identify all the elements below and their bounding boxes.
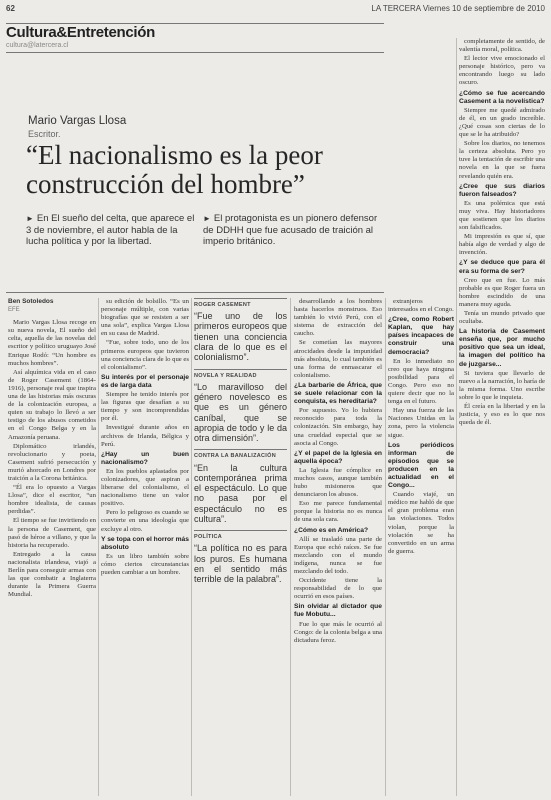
column-2 <box>101 298 189 796</box>
arrow-right-icon: ► <box>26 214 34 223</box>
interview-question: ¿Y se deduce que para él era su forma de ser? <box>459 259 545 275</box>
pull-quote-text: “Fue uno de los primeros europeos que tienen una conciencia clara de lo que es el colonialismo”. <box>194 311 287 363</box>
paragraph: Allí se trasladó una parte de Europa que echó raíces. Se fue mezclando con el mundo indígena, nunca se fue mezclando del todo. <box>294 535 382 575</box>
column-3-pull-quotes <box>194 298 287 796</box>
column-1 <box>8 298 96 796</box>
paragraph: Diplomático irlandés, revolucionario y poeta, Casement sufrió persecución y murió ahorcado en Londres por traición a la Corona británica. <box>8 442 96 482</box>
paragraph: Así alquímica vida en el caso de Roger Casement (1864-1916), personaje real que inspira una de las historias más oscuras de la colonización europea, a quien su trabajo lo llevó a ser testigo de los abusos cometidos en el Congo Belga y en la Amazonía peruana. <box>8 368 96 441</box>
paragraph: Mi impresión es que sí, que había algo de verdad y algo de invención. <box>459 233 545 257</box>
paragraph: “Él era lo opuesto a Vargas Llosa”, dice el escritor, “un hombre idealista, de causas perdidas”. <box>8 484 96 516</box>
pull-quote <box>194 530 287 584</box>
paragraph: Él creía en la libertad y en la justicia, y eso es lo que nos queda de él. <box>459 403 545 427</box>
pull-quote-label: ROGER CASEMENT <box>194 298 287 309</box>
paragraph: Entregado a la causa nacionalista irlandesa, viajó a Berlín para conseguir armas con las que combatir a Inglaterra durante la Primera Guerra Mundial. <box>8 550 96 599</box>
author-name: Mario Vargas Llosa <box>28 115 127 127</box>
paragraph: extranjeros interesados en el Congo. <box>388 298 454 314</box>
paragraph: El tiempo se fue invirtiendo en la persona de Casement, que pasó de héroe a villano, y que la historia ha recuperado. <box>8 517 96 549</box>
paragraph: Occidente tiene la responsabilidad de lo que ocurrió en esos países. <box>294 577 382 601</box>
column-5 <box>388 298 454 796</box>
interview-question: La historia de Casement enseña que, por mucho positivo que sea un ideal, la imagen del político ha de juzgarse... <box>459 328 545 368</box>
page-number: 62 <box>6 4 15 13</box>
pull-quote <box>194 449 287 524</box>
deck-right <box>203 213 383 248</box>
paragraph: Creo que en fue. Lo más probable es que Roger fuera un hombre escindido de una manera muy aguda. <box>459 276 545 308</box>
paragraph: Es un libro también sobre cómo ciertos circunstancias pueden cambiar a un hombre. <box>101 552 189 576</box>
paragraph: Hay una fuerza de las Naciones Unidas en la zona, pero la violencia sigue. <box>388 407 454 439</box>
interview-question: ¿Hay un buen nacionalismo? <box>101 450 189 466</box>
pull-quote-label: POLÍTICA <box>194 530 287 541</box>
interview-question: ¿Cree que sus diarios fueron falseados? <box>459 182 545 198</box>
paragraph: su edición de bolsillo. “Es un personaje múltiple, con varias biografías que se resisten a ser una sola”, explica Vargas Llosa en su casa de Madrid. <box>101 298 189 338</box>
interview-question: Y se topa con el horror más absoluto <box>101 535 189 551</box>
column-divider <box>385 298 386 796</box>
paragraph: En los pueblos aplastados por colonizadores, que aspiran a liberarse del colonialismo, el nacionalismo tiene un valor positivo. <box>101 467 189 508</box>
interview-question: Sin olvidar al dictador que fue Mobutu... <box>294 603 382 619</box>
interview-question: Los periódicos informan de episodios que se producen en la actualidad en el Congo... <box>388 441 454 490</box>
pull-quote-text: “En la cultura contemporánea prima el espectáculo. Lo que no pasa por el espectáculo no es cultura”. <box>194 462 287 525</box>
pull-quote-label: CONTRA LA BANALIZACIÓN <box>194 449 287 460</box>
section-title: Cultura&Entretención <box>6 24 156 41</box>
paragraph: El lector vive emocionado el personaje histórico, pero va encontrando luego su lado oscuro. <box>459 55 545 87</box>
paragraph: Por supuesto. Yo lo hubiera reconocido para toda la colonización. Sin embargo, hay una crueldad especial que se asocia al Congo. <box>294 407 382 447</box>
paragraph: Siempre he tenido interés por las figuras que desafían a su tiempo y son incomprendidas por él. <box>101 391 189 423</box>
dateline: LA TERCERA Viernes 10 de septiembre de 2010 <box>371 4 545 13</box>
paragraph: completamente de sentido, de valentía moral, política. <box>459 38 545 54</box>
paragraph: La Iglesia fue cómplice en muchos casos, aunque también hubo misioneros que denunciaron los abusos. <box>294 466 382 499</box>
pull-quote-label: NOVELA Y REALIDAD <box>194 369 287 380</box>
paragraph: Investigué durante años en archivos de Irlanda, Bélgica y Perú. <box>101 424 189 448</box>
deck-left <box>26 213 196 248</box>
column-divider <box>191 298 192 796</box>
interview-question: ¿La barbarie de África, que se suele relacionar con la conquista, es hereditaria? <box>294 381 382 406</box>
column-6 <box>459 38 545 796</box>
deck-right-text: El protagonista es un pionero defensor de DDHH que fue acusado de traición al imperio británico. <box>203 213 378 247</box>
paragraph: Fue lo que más le ocurrió al Congo: de la colonia belga a una dictadura feroz. <box>294 620 382 644</box>
section-subtitle: cultura@latercera.cl <box>6 42 69 49</box>
paragraph: Mario Vargas Llosa recoge en su nueva novela, El sueño del celta, aquella de las novelas del escritor y político uruguayo José Enrique Rodó: “Un hombre es muchos hombres”. <box>8 319 96 367</box>
body-top-rule <box>6 292 384 293</box>
interview-question: Su interés por el personaje es de larga data <box>101 373 189 389</box>
column-4 <box>294 298 382 796</box>
byline: Ben Sotoledos <box>8 298 54 305</box>
paragraph: En lo inmediato no creo que haya ninguna posibilidad para el Congo. Pero eso no quiere decir que no la tenga en el futuro. <box>388 357 454 406</box>
paragraph: Tenía un mundo privado que ocultaba. <box>459 310 545 326</box>
byline-place: EFE <box>8 307 20 314</box>
paragraph: Cuando viajé, un médico me habló de que el gran problema eran las violaciones. Todos violan, porque la violación se ha convertido en un arma de guerra. <box>388 491 454 555</box>
paragraph: Es una polémica que está muy viva. Hay historiadores que sostienen que los diarios son falsificados. <box>459 199 545 232</box>
paragraph: desarrollando a los hombres hasta hacerlos monstruos. Eso también lo vivió Perú, con el sistema de extracción del caucho. <box>294 298 382 338</box>
paragraph: Eso me parece fundamental porque la historia no es nunca de una sola cara. <box>294 500 382 524</box>
interview-question: ¿Y el papel de la Iglesia en aquella época? <box>294 449 382 465</box>
author-role: Escritor. <box>28 129 61 139</box>
interview-question: ¿Cómo se fue acercando Casement a la novelística? <box>459 89 545 105</box>
paragraph: Siempre me quedé admirado de él, en un grado increíble. ¿Qué cosas son ciertas de lo que se le ha atribuido? <box>459 106 545 139</box>
paragraph: Pero lo peligroso es cuando se convierte en una ideología que excluye al otro. <box>101 509 189 533</box>
page-header <box>6 4 545 16</box>
paragraph: Sobre los diarios, no tenemos la certeza absoluta. Pero yo tuve la tentación de escribir una novela en la que se fuera revelando quién era. <box>459 140 545 180</box>
section-top-rule <box>6 23 384 24</box>
pull-quote-text: “La política no es para los puros. Es humana en el sentido más terrible de la palabra”. <box>194 543 287 585</box>
column-divider <box>456 38 457 796</box>
column-divider <box>290 298 291 796</box>
headline: “El nacionalismo es la peor construcción del hombre” <box>26 140 323 199</box>
section-bottom-rule <box>6 52 384 53</box>
column-divider <box>98 298 99 796</box>
arrow-right-icon: ► <box>203 214 211 223</box>
interview-question: ¿Cree, como Robert Kaplan, que hay países incapaces de construir una democracia? <box>388 316 454 356</box>
pull-quote <box>194 298 287 363</box>
pull-quote <box>194 369 287 444</box>
paragraph: Se cometían las mayores atrocidades desde la impunidad más absoluta, lo cual también es una forma de enmascarar el colonialismo. <box>294 339 382 379</box>
paragraph: “Fue, sobre todo, uno de los primeros europeos que tuvieron una conciencia clara de lo que es el colonialismo”. <box>101 339 189 371</box>
paragraph: Si tuviera que llevarlo de nuevo a la narración, lo haría de la misma forma. Uno escribe sobre lo que le inquieta. <box>459 369 545 401</box>
pull-quote-text: “Lo maravilloso del género novelesco es que es un género caníbal, que se apropia de todo y le da otra dimensión”. <box>194 381 287 444</box>
deck-left-text: En El sueño del celta, que aparece el 3 de noviembre, el autor habla de la lucha política y por la libertad. <box>26 213 195 247</box>
interview-question: ¿Cómo es en América? <box>294 526 369 534</box>
